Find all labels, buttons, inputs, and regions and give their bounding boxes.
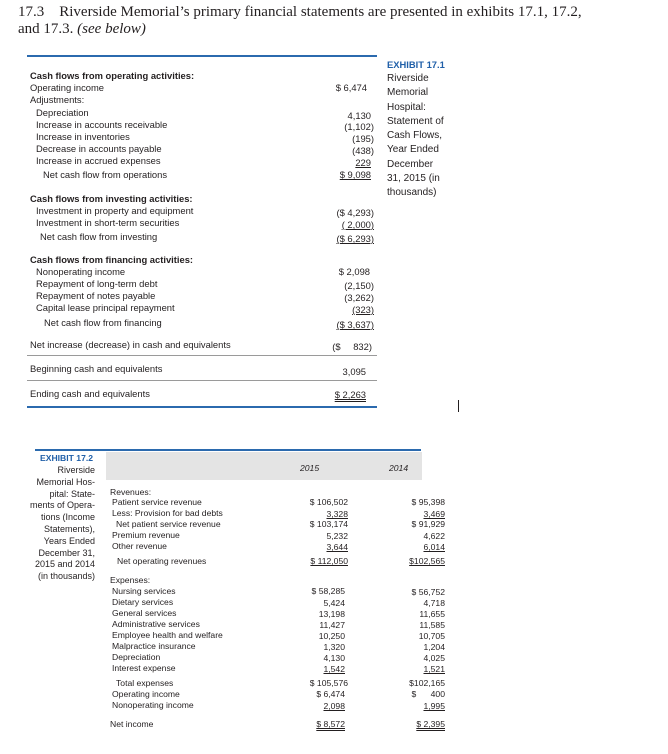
caption-line: tions (Income: [40, 512, 95, 523]
fin-row-value: $ 2,098: [338, 266, 370, 277]
fin-row-value: (2,150): [344, 280, 374, 291]
rev-row-2015: 3,328: [326, 509, 348, 519]
intro-line-2: and 17.3.: [18, 21, 78, 37]
fin-row-label: Repayment of notes payable: [36, 290, 156, 301]
rev-row-2015: 3,644: [326, 542, 348, 552]
intro-note: (see below): [77, 21, 146, 37]
operating-header: Cash flows from operating activities:: [30, 70, 195, 81]
exp-row-label: Dietary services: [112, 597, 174, 607]
caption-line: ments of Opera-: [29, 500, 95, 511]
caption-line: thousands): [387, 187, 437, 199]
rev-row-2015: $ 106,502: [309, 497, 348, 507]
beginning-cash-label: Beginning cash and equivalents: [30, 363, 163, 374]
revenues-header: Revenues:: [110, 487, 152, 497]
exp-row-2014: 10,705: [418, 631, 445, 641]
net-investing-label: Net cash flow from investing: [40, 231, 158, 242]
total-expenses-2015: $ 105,576: [309, 678, 348, 688]
operating-income-2014: $ 400: [411, 689, 445, 699]
total-expenses-label: Total expenses: [116, 678, 174, 688]
exp-row-2015: $ 58,285: [311, 586, 345, 596]
operating-income-value: $ 6,474: [335, 82, 367, 93]
caption-line: (in thousands): [37, 571, 95, 582]
caption-line: 2015 and 2014: [34, 559, 95, 570]
op-row-label: Decrease in accounts payable: [36, 143, 162, 154]
operating-income-label: Operating income: [112, 689, 180, 699]
rev-row-2014: 6,014: [423, 542, 445, 552]
net-operating-revenues-2015: $ 112,050: [310, 556, 348, 566]
rev-row-label: Net patient service revenue: [116, 519, 221, 529]
inv-row-label: Investment in property and equipment: [36, 205, 194, 216]
caption-line: December 31,: [38, 547, 95, 558]
exp-row-2014: 11,655: [419, 609, 445, 619]
net-financing-label: Net cash flow from financing: [44, 317, 162, 328]
exp-row-2015: 1,542: [323, 664, 345, 674]
exp-row-label: Employee health and welfare: [112, 630, 223, 640]
rev-row-label: Premium revenue: [112, 530, 180, 540]
rev-row-2014: $ 95,398: [411, 497, 445, 507]
op-row-label: Depreciation: [36, 107, 89, 118]
separator: [27, 380, 377, 381]
fin-row-label: Capital lease principal repayment: [36, 302, 175, 313]
exp-row-2014: 4,025: [423, 653, 445, 663]
ending-cash-label: Ending cash and equivalents: [30, 388, 150, 399]
financing-header: Cash flows from financing activities:: [30, 254, 194, 265]
operating-income-label: Operating income: [30, 82, 104, 93]
caption-line: December: [387, 158, 434, 170]
exp-row-label: General services: [112, 608, 177, 618]
exhibit-17-1-caption: [387, 72, 444, 201]
inv-row-value: ( 2,000): [341, 219, 374, 230]
net-income-2014: $ 2,395: [416, 719, 445, 729]
rev-row-label: Other revenue: [112, 541, 167, 551]
exp-row-2014: 11,585: [419, 620, 445, 630]
rev-row-label: Patient service revenue: [112, 497, 202, 507]
exhibit-17-2-top-rule: [35, 449, 421, 451]
net-financing-value: ($ 3,637): [336, 319, 374, 330]
fin-row-value: (323): [352, 304, 374, 315]
exp-row-2014: 1,204: [423, 642, 445, 652]
net-investing-value: ($ 6,293): [336, 233, 374, 244]
exhibit-17-1-caption-title: EXHIBIT 17.1: [387, 59, 445, 70]
net-operations-label: Net cash flow from operations: [43, 169, 168, 180]
exp-row-2015: 5,424: [323, 598, 345, 608]
exhibit-17-2-caption: [30, 465, 95, 583]
caption-line: Riverside: [57, 465, 95, 475]
op-row-value: (1,102): [344, 121, 374, 132]
net-income-2015: $ 8,572: [316, 719, 345, 729]
exp-row-2014: 1,521: [423, 664, 445, 674]
exhibit-17-1-top-rule: [27, 55, 377, 57]
rev-row-2014: 4,622: [423, 531, 445, 541]
net-increase-label: Net increase (decrease) in cash and equivalents: [30, 339, 231, 350]
caption-line: Memorial: [387, 87, 429, 99]
net-operating-revenues-2014: $102,565: [409, 556, 445, 566]
caption-line: Cash Flows,: [387, 130, 443, 142]
text-cursor: [458, 400, 459, 412]
problem-number: 17.3: [18, 4, 45, 20]
op-row-label: Increase in accounts receivable: [36, 119, 168, 130]
exp-row-2015: 10,250: [318, 631, 345, 641]
exp-row-label: Administrative services: [112, 619, 200, 629]
op-row-value: 229: [355, 157, 371, 168]
caption-line: Riverside: [387, 73, 429, 84]
op-row-value: (195): [352, 133, 374, 144]
exp-row-2014: $ 56,752: [411, 587, 445, 597]
nonoperating-income-label: Nonoperating income: [112, 700, 194, 710]
adjustments-label: Adjustments:: [30, 94, 85, 105]
exp-row-2015: 11,427: [319, 620, 345, 630]
fin-row-value: (3,262): [344, 292, 374, 303]
rev-row-2015: $ 103,174: [309, 519, 348, 529]
op-row-value: (438): [352, 145, 374, 156]
column-header-band: [106, 452, 422, 480]
rev-row-2014: $ 91,929: [411, 519, 445, 529]
caption-line: 31, 2015 (in: [387, 173, 440, 185]
exp-row-2015: 13,198: [318, 609, 345, 619]
rev-row-label: Less: Provision for bad debts: [112, 508, 223, 518]
inv-row-value: ($ 4,293): [336, 207, 374, 218]
problem-intro: [18, 4, 582, 38]
exhibit-17-2-caption-title: EXHIBIT 17.2: [40, 453, 94, 463]
nonoperating-income-2015: 2,098: [323, 701, 345, 711]
fin-row-label: Repayment of long-term debt: [36, 278, 158, 289]
ending-cash-value: $ 2,263: [334, 389, 366, 400]
exp-row-2014: 4,718: [423, 598, 445, 608]
op-row-label: Increase in accrued expenses: [36, 155, 161, 166]
exp-row-label: Interest expense: [112, 663, 176, 673]
exp-row-label: Nursing services: [112, 586, 176, 596]
net-increase-value: ($ 832): [332, 341, 372, 352]
nonoperating-income-2014: 1,995: [423, 701, 445, 711]
net-operating-revenues-label: Net operating revenues: [117, 556, 207, 566]
caption-line: Hospital:: [387, 101, 426, 113]
investing-header: Cash flows from investing activities:: [30, 193, 193, 204]
exp-row-2015: 1,320: [323, 642, 345, 652]
net-operations-value: $ 9,098: [339, 169, 371, 180]
intro-line-1: Riverside Memorial’s primary financial statements are presented in exhibits 17.1, 17.2,: [59, 4, 582, 20]
op-row-value: 4,130: [347, 110, 371, 121]
op-row-label: Increase in inventories: [36, 131, 130, 142]
rev-row-2014: 3,469: [423, 509, 445, 519]
caption-line: Memorial Hos-: [36, 476, 95, 487]
caption-line: Years Ended: [43, 535, 95, 546]
caption-line: Year Ended: [387, 144, 439, 156]
caption-line: pital: State-: [49, 488, 95, 499]
rev-row-2015: 5,232: [326, 531, 348, 541]
column-header-2015: 2015: [300, 463, 320, 473]
exhibit-17-1-bottom-rule: [27, 406, 377, 408]
total-expenses-2014: $102,165: [409, 678, 445, 688]
exp-row-2015: 4,130: [323, 653, 345, 663]
net-income-label: Net income: [110, 719, 154, 729]
exp-row-label: Depreciation: [112, 652, 161, 662]
inv-row-label: Investment in short-term securities: [36, 217, 180, 228]
fin-row-label: Nonoperating income: [36, 266, 126, 277]
operating-income-2015: $ 6,474: [316, 689, 345, 699]
separator: [27, 355, 377, 356]
caption-line: Statement of: [387, 115, 444, 127]
exp-row-label: Malpractice insurance: [112, 641, 196, 651]
expenses-header: Expenses:: [110, 575, 151, 585]
caption-line: Statements),: [43, 523, 95, 534]
beginning-cash-value: 3,095: [342, 366, 366, 377]
column-header-2014: 2014: [389, 463, 409, 473]
